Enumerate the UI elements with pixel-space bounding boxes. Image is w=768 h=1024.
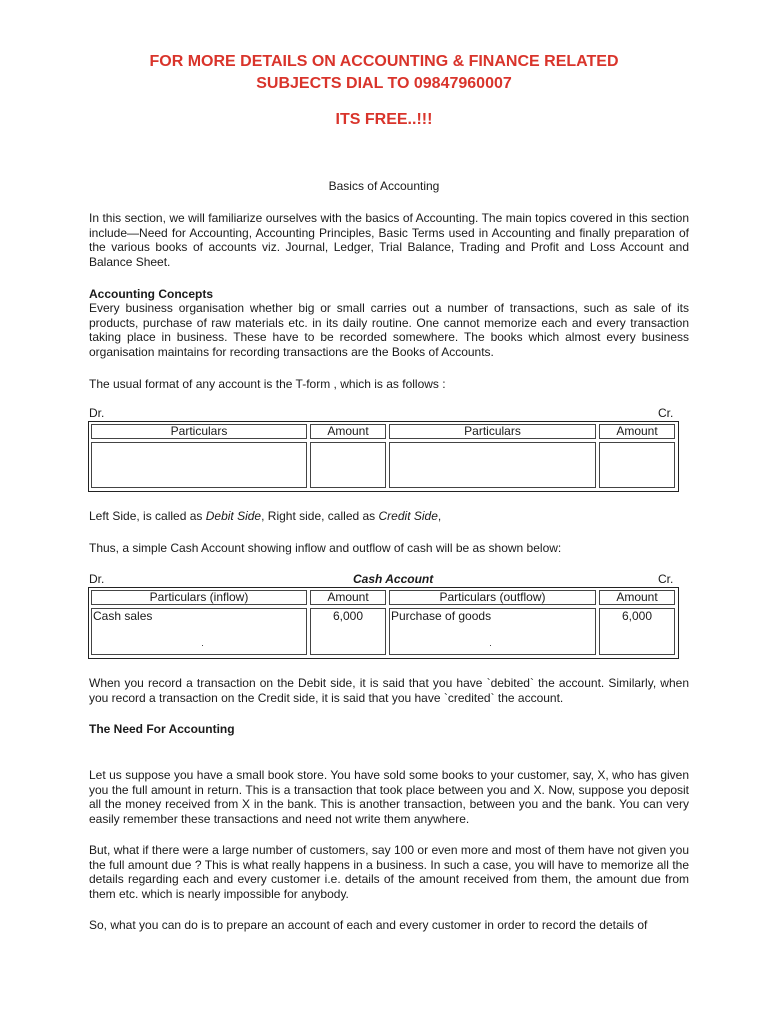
tform-dr-label: Dr.	[89, 406, 105, 420]
cash-account-intro: Thus, a simple Cash Account showing inflow and outflow of cash will be as shown below:	[89, 541, 562, 555]
tform-header-amount-dr: Amount	[310, 424, 386, 439]
stray-dot-mark: ·	[201, 640, 204, 650]
sides-prefix: Left Side, is called as	[89, 509, 206, 523]
cash-inflow-particulars-cell: Cash sales	[91, 608, 307, 655]
cash-dr-label: Dr.	[89, 572, 105, 586]
stray-dot-mark: ·	[489, 640, 492, 650]
tform-debit-particulars-cell	[91, 442, 307, 488]
tform-header-particulars-dr: Particulars	[91, 424, 307, 439]
cash-outflow-particulars-cell: Purchase of goods	[389, 608, 596, 655]
accounting-concepts-heading: Accounting Concepts	[89, 287, 214, 301]
promo-line-3: ITS FREE..!!!	[335, 111, 433, 128]
sides-sentence	[89, 509, 689, 524]
sides-middle: , Right side, called as	[261, 509, 379, 523]
accounting-concepts-paragraph: Every business organisation whether big or small carries out a number of transactions, such as sale of its products, purchase of raw materials etc. in its daily routine. One cannot memorize each and every transaction taking place in business. These have to be recorded somewhere. The books which almost every business organisation maintains for recording transactions are the Books of Accounts.	[89, 301, 689, 359]
need-paragraph-2: But, what if there were a large number of customers, say 100 or even more and most of them have not given you the full amount due ? This is what really happens in a business. In such a case, you will have to memorize all the details regarding each and every customer i.e. details of the amount received from them, the amount due from them etc. which is nearly impossible for anybody.	[89, 843, 689, 901]
debit-credit-paragraph: When you record a transaction on the Debit side, it is said that you have `debited` the account. Similarly, when you record a transaction on the Credit side, it is said that you have `credited` the account.	[89, 676, 689, 705]
tform-header-particulars-cr: Particulars	[389, 424, 596, 439]
page-title: Basics of Accounting	[328, 179, 440, 193]
cash-account-table	[88, 587, 679, 659]
tform-header-amount-cr: Amount	[599, 424, 675, 439]
cash-inflow-amount-cell: 6,000	[310, 608, 386, 655]
need-for-accounting-heading: The Need For Accounting	[89, 722, 235, 736]
cash-header-amount-inflow: Amount	[310, 590, 386, 605]
cash-outflow-amount-cell: 6,000	[599, 608, 675, 655]
need-paragraph-1: Let us suppose you have a small book store. You have sold some books to your customer, say, X, who has given you the full amount in return. This is a transaction that took place between you and X. Now, suppose you deposit all the money received from X in the bank. This is another transaction, between you and the bank. You can very easily remember these transactions and need not write them anywhere.	[89, 768, 689, 826]
promo-line-1: FOR MORE DETAILS ON ACCOUNTING & FINANCE RELATED	[149, 53, 619, 70]
need-paragraph-3: So, what you can do is to prepare an account of each and every customer in order to record the details of	[89, 918, 648, 932]
tform-credit-particulars-cell	[389, 442, 596, 488]
debit-side-term: Debit Side	[205, 509, 262, 523]
cash-header-particulars-outflow: Particulars (outflow)	[389, 590, 596, 605]
tform-debit-amount-cell	[310, 442, 386, 488]
cash-header-amount-outflow: Amount	[599, 590, 675, 605]
tform-cr-label: Cr.	[658, 406, 674, 420]
cash-account-title: Cash Account	[353, 572, 434, 586]
tform-table	[88, 421, 679, 492]
cash-header-particulars-inflow: Particulars (inflow)	[91, 590, 307, 605]
sides-suffix: ,	[437, 509, 442, 523]
cash-cr-label: Cr.	[658, 572, 674, 586]
tform-credit-amount-cell	[599, 442, 675, 488]
credit-side-term: Credit Side	[378, 509, 438, 523]
tform-intro: The usual format of any account is the T-form , which is as follows :	[89, 377, 446, 391]
intro-paragraph: In this section, we will familiarize ourselves with the basics of Accounting. The main topics covered in this section include—Need for Accounting, Accounting Principles, Basic Terms used in Accounting and finally preparation of the various books of accounts viz. Journal, Ledger, Trial Balance, Trading and Profit and Loss Account and Balance Sheet.	[89, 211, 689, 269]
promo-line-2: SUBJECTS DIAL TO 09847960007	[256, 75, 512, 92]
